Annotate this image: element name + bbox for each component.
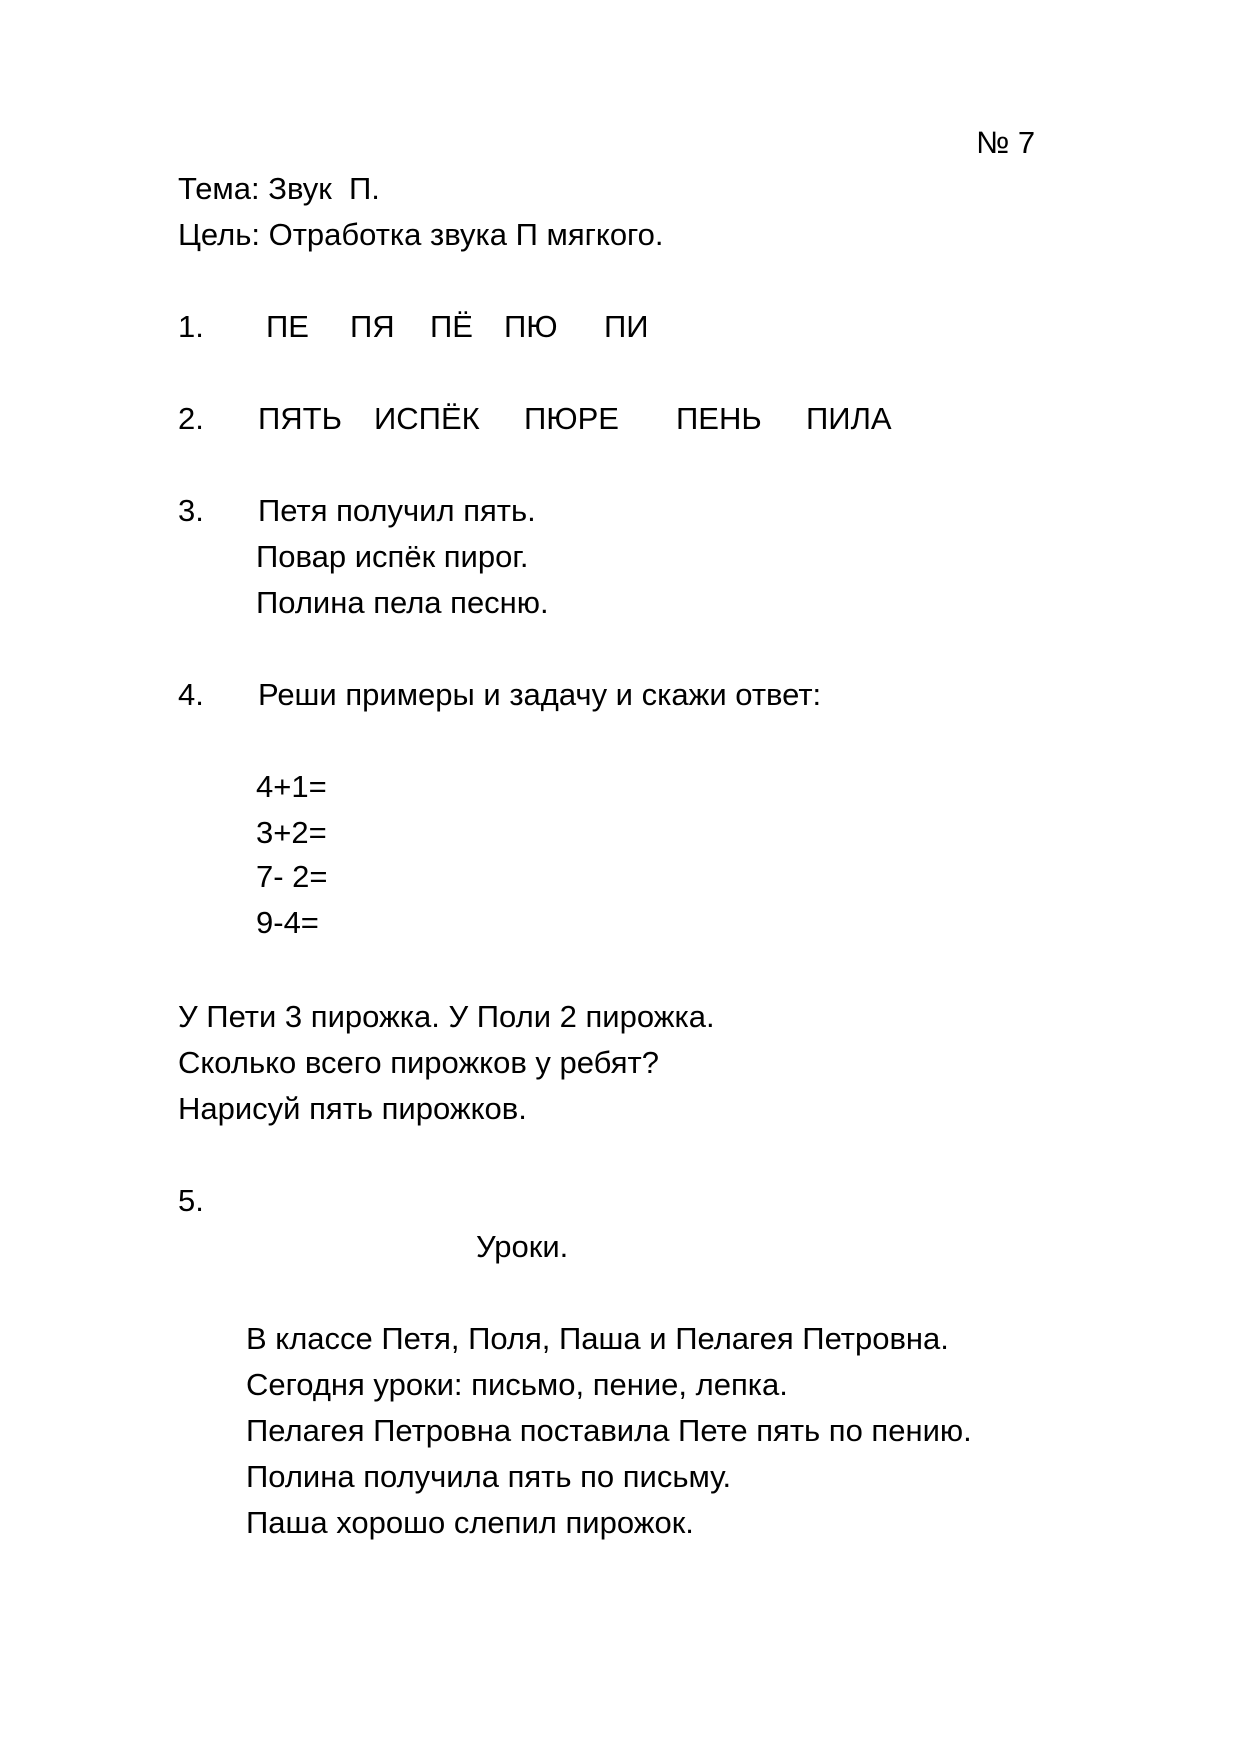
- syllable: ПЁ: [430, 309, 473, 344]
- exercise-2-number: 2.: [178, 401, 204, 436]
- sentence: Полина пела песню.: [256, 585, 549, 620]
- story-line: Пелагея Петровна поставила Пете пять по пению.: [246, 1413, 972, 1448]
- story-title: Уроки.: [476, 1229, 569, 1264]
- word: ПЕНЬ: [676, 401, 762, 436]
- exercise-5-number: 5.: [178, 1183, 204, 1218]
- story-line: Сегодня уроки: письмо, пение, лепка.: [246, 1367, 788, 1402]
- topic-line: Тема: Звук П.: [178, 171, 380, 206]
- word: ИСПЁК: [374, 401, 480, 436]
- task-line: Сколько всего пирожков у ребят?: [178, 1045, 659, 1080]
- page-number: № 7: [976, 125, 1036, 160]
- sentence: Петя получил пять.: [258, 493, 536, 528]
- word: ПЯТЬ: [258, 401, 342, 436]
- math-example: 3+2=: [256, 815, 327, 850]
- story-line: Полина получила пять по письму.: [246, 1459, 732, 1494]
- sentence: Повар испёк пирог.: [256, 539, 529, 574]
- story-line: Паша хорошо слепил пирожок.: [246, 1505, 694, 1540]
- task-line: У Пети 3 пирожка. У Поли 2 пирожка.: [178, 999, 715, 1034]
- exercise-4-number: 4.: [178, 677, 204, 712]
- goal-line: Цель: Отработка звука П мягкого.: [178, 217, 664, 252]
- syllable: ПЯ: [350, 309, 395, 344]
- instruction: Реши примеры и задачу и скажи ответ:: [258, 677, 822, 712]
- math-example: 4+1=: [256, 769, 327, 804]
- syllable: ПЮ: [504, 309, 558, 344]
- syllable: ПЕ: [266, 309, 309, 344]
- word: ПЮРЕ: [524, 401, 619, 436]
- exercise-1-number: 1.: [178, 309, 204, 344]
- math-example: 7- 2=: [256, 859, 328, 894]
- exercise-3-number: 3.: [178, 493, 204, 528]
- syllable: ПИ: [604, 309, 649, 344]
- math-example: 9-4=: [256, 905, 319, 940]
- task-line: Нарисуй пять пирожков.: [178, 1091, 527, 1126]
- story-line: В классе Петя, Поля, Паша и Пелагея Петровна.: [246, 1321, 949, 1356]
- word: ПИЛА: [806, 401, 892, 436]
